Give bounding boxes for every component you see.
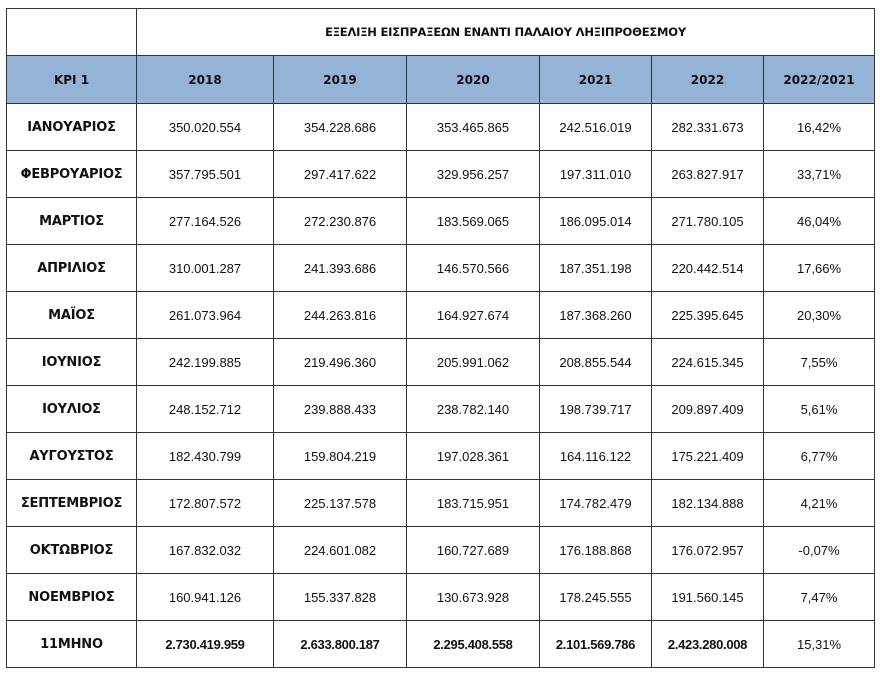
value-2020: 353.465.865	[407, 104, 540, 151]
value-2021: 178.245.555	[540, 574, 652, 621]
value-2021: 174.782.479	[540, 480, 652, 527]
month-cell: ΑΥΓΟΥΣΤΟΣ	[7, 433, 137, 480]
column-header-change: 2022/2021	[764, 56, 875, 104]
value-2018: 182.430.799	[137, 433, 274, 480]
value-2019: 244.263.816	[274, 292, 407, 339]
change-cell: 4,21%	[764, 480, 875, 527]
value-2018: 350.020.554	[137, 104, 274, 151]
value-2022: 191.560.145	[652, 574, 764, 621]
value-2018: 310.001.287	[137, 245, 274, 292]
table-row	[7, 480, 875, 527]
empty-corner-cell	[7, 9, 137, 56]
total-2022: 2.423.280.008	[652, 621, 764, 668]
month-cell: ΜΑΪΟΣ	[7, 292, 137, 339]
value-2020: 238.782.140	[407, 386, 540, 433]
value-2020: 205.991.062	[407, 339, 540, 386]
value-2019: 219.496.360	[274, 339, 407, 386]
value-2020: 160.727.689	[407, 527, 540, 574]
month-cell: ΜΑΡΤΙΟΣ	[7, 198, 137, 245]
value-2021: 242.516.019	[540, 104, 652, 151]
total-2020: 2.295.408.558	[407, 621, 540, 668]
month-cell: ΣΕΠΤΕΜΒΡΙΟΣ	[7, 480, 137, 527]
value-2018: 357.795.501	[137, 151, 274, 198]
column-header-2020: 2020	[407, 56, 540, 104]
value-2018: 277.164.526	[137, 198, 274, 245]
value-2019: 155.337.828	[274, 574, 407, 621]
value-2019: 272.230.876	[274, 198, 407, 245]
change-cell: 7,55%	[764, 339, 875, 386]
month-cell: ΟΚΤΩΒΡΙΟΣ	[7, 527, 137, 574]
change-cell: 46,04%	[764, 198, 875, 245]
value-2019: 239.888.433	[274, 386, 407, 433]
value-2020: 183.715.951	[407, 480, 540, 527]
change-cell: -0,07%	[764, 527, 875, 574]
change-cell: 20,30%	[764, 292, 875, 339]
table-title: ΕΞΕΛΙΞΗ ΕΙΣΠΡΑΞΕΩΝ ΕΝΑΝΤΙ ΠΑΛΑΙΟΥ ΛΗΞΙΠΡΟΘΕΣΜΟΥ	[137, 9, 875, 56]
value-2022: 176.072.957	[652, 527, 764, 574]
value-2018: 242.199.885	[137, 339, 274, 386]
month-cell: ΑΠΡΙΛΙΟΣ	[7, 245, 137, 292]
value-2020: 146.570.566	[407, 245, 540, 292]
change-cell: 5,61%	[764, 386, 875, 433]
value-2022: 175.221.409	[652, 433, 764, 480]
value-2021: 198.739.717	[540, 386, 652, 433]
value-2020: 197.028.361	[407, 433, 540, 480]
value-2022: 209.897.409	[652, 386, 764, 433]
value-2021: 176.188.868	[540, 527, 652, 574]
value-2021: 186.095.014	[540, 198, 652, 245]
total-2018: 2.730.419.959	[137, 621, 274, 668]
table-row	[7, 386, 875, 433]
column-header-2021: 2021	[540, 56, 652, 104]
table-row	[7, 292, 875, 339]
value-2020: 164.927.674	[407, 292, 540, 339]
column-header-2019: 2019	[274, 56, 407, 104]
value-2022: 224.615.345	[652, 339, 764, 386]
value-2018: 167.832.032	[137, 527, 274, 574]
change-cell: 17,66%	[764, 245, 875, 292]
table-row	[7, 198, 875, 245]
change-cell: 7,47%	[764, 574, 875, 621]
total-label: 11ΜΗΝΟ	[7, 621, 137, 668]
value-2022: 263.827.917	[652, 151, 764, 198]
column-header-kpi: KPI 1	[7, 56, 137, 104]
value-2021: 187.351.198	[540, 245, 652, 292]
table-row	[7, 574, 875, 621]
table-row	[7, 104, 875, 151]
value-2019: 159.804.219	[274, 433, 407, 480]
value-2022: 225.395.645	[652, 292, 764, 339]
value-2022: 271.780.105	[652, 198, 764, 245]
month-cell: ΙΑΝΟΥΑΡΙΟΣ	[7, 104, 137, 151]
collections-table	[6, 8, 875, 668]
table-row	[7, 151, 875, 198]
value-2022: 282.331.673	[652, 104, 764, 151]
change-cell: 16,42%	[764, 104, 875, 151]
table-row	[7, 245, 875, 292]
value-2020: 183.569.065	[407, 198, 540, 245]
change-cell: 33,71%	[764, 151, 875, 198]
value-2018: 172.807.572	[137, 480, 274, 527]
table-row	[7, 339, 875, 386]
total-2019: 2.633.800.187	[274, 621, 407, 668]
total-2021: 2.101.569.786	[540, 621, 652, 668]
header-row	[7, 56, 875, 104]
table-row	[7, 527, 875, 574]
value-2019: 225.137.578	[274, 480, 407, 527]
value-2018: 261.073.964	[137, 292, 274, 339]
value-2022: 182.134.888	[652, 480, 764, 527]
column-header-2018: 2018	[137, 56, 274, 104]
value-2020: 329.956.257	[407, 151, 540, 198]
change-cell: 6,77%	[764, 433, 875, 480]
value-2019: 241.393.686	[274, 245, 407, 292]
month-cell: ΙΟΥΛΙΟΣ	[7, 386, 137, 433]
total-change: 15,31%	[764, 621, 875, 668]
value-2019: 354.228.686	[274, 104, 407, 151]
title-row	[7, 9, 875, 56]
column-header-2022: 2022	[652, 56, 764, 104]
month-cell: ΝΟΕΜΒΡΙΟΣ	[7, 574, 137, 621]
value-2020: 130.673.928	[407, 574, 540, 621]
value-2021: 208.855.544	[540, 339, 652, 386]
value-2022: 220.442.514	[652, 245, 764, 292]
value-2018: 248.152.712	[137, 386, 274, 433]
table-row	[7, 433, 875, 480]
month-cell: ΦΕΒΡΟΥΑΡΙΟΣ	[7, 151, 137, 198]
value-2019: 297.417.622	[274, 151, 407, 198]
value-2021: 164.116.122	[540, 433, 652, 480]
total-row	[7, 621, 875, 668]
value-2021: 187.368.260	[540, 292, 652, 339]
value-2018: 160.941.126	[137, 574, 274, 621]
value-2019: 224.601.082	[274, 527, 407, 574]
month-cell: ΙΟΥΝΙΟΣ	[7, 339, 137, 386]
value-2021: 197.311.010	[540, 151, 652, 198]
